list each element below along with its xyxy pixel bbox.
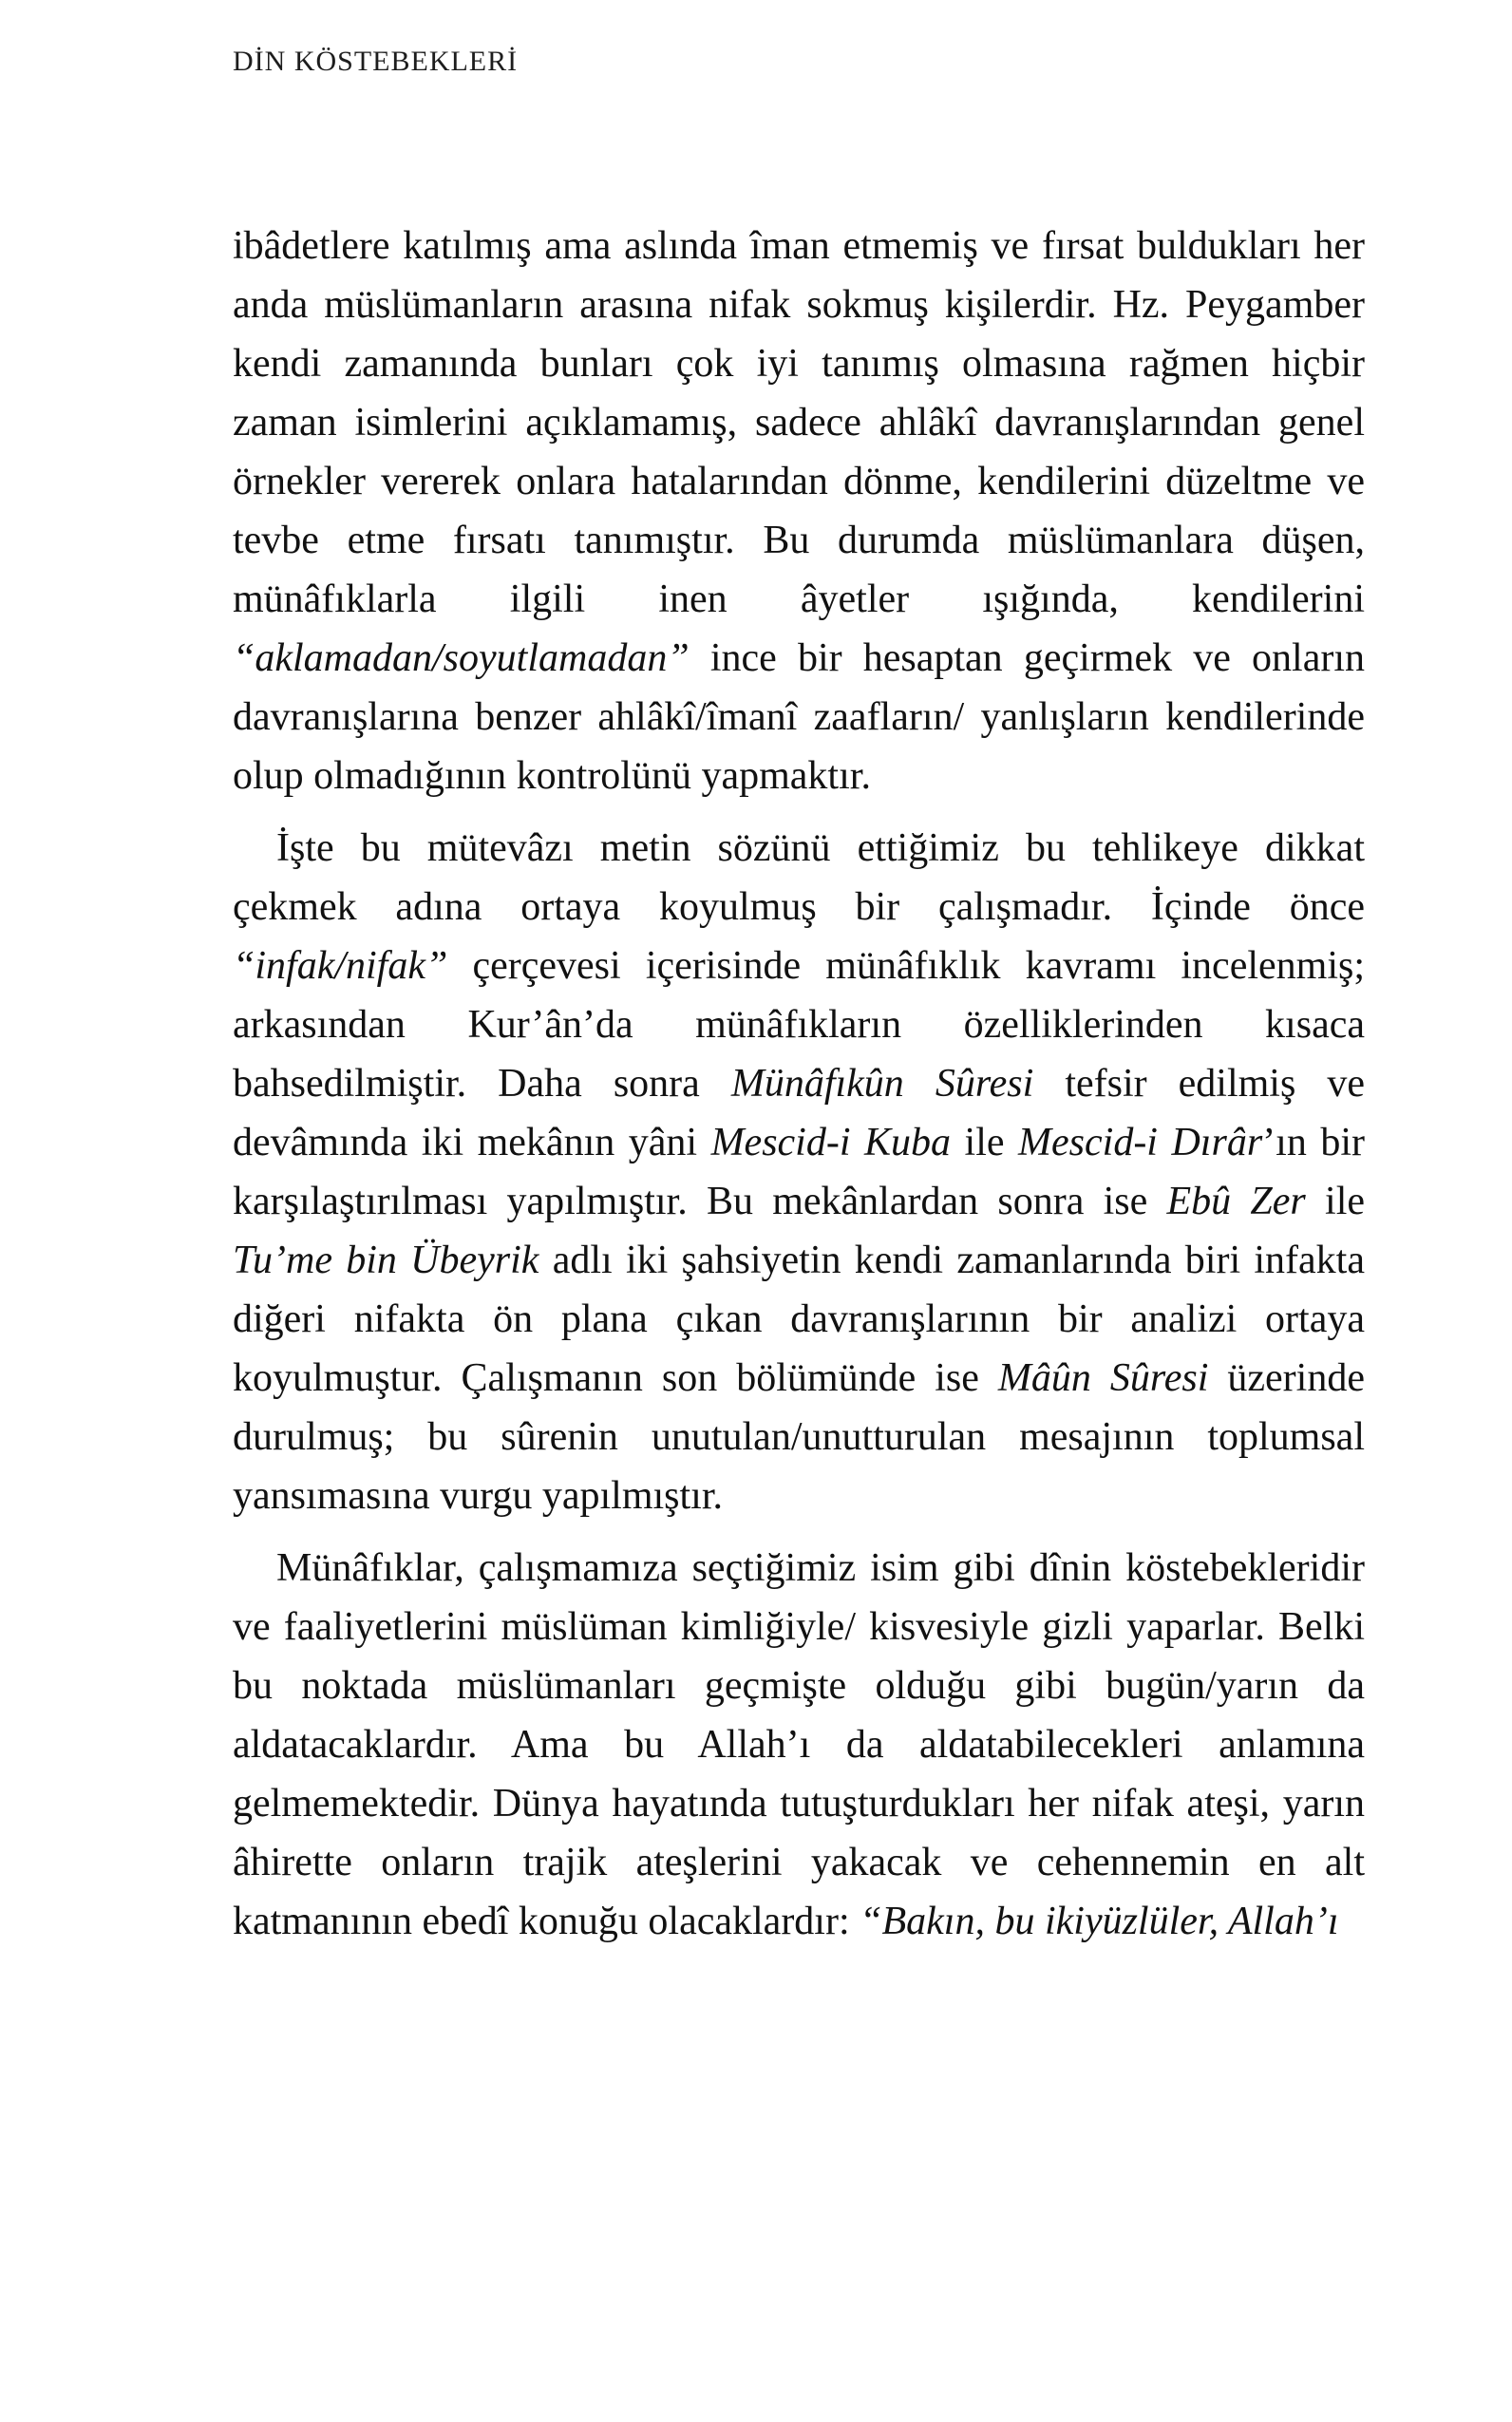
body-text: çerçevesi içerisinde münâfıklık kavramı incelenmiş; arkasından Kur’ân’da münâfıkların özelliklerinden kısaca bahsedilmiştir. Daha sonra [233,944,1365,1106]
body-text: ince bir hesaptan geçirmek ve onların davranışlarına benzer ahlâkî/îmanî zaafların/ yanlışların kendilerinde olup olmadığının kontrolünü yapmaktır. [233,636,1365,798]
emphasis-text: Mescid-i Kuba [710,1121,952,1164]
paragraph-2 [233,819,1365,1525]
paragraph-3 [233,1539,1365,1951]
body-text: üzerinde durulmuş; bu sûrenin unutulan/unutturulan mesajının toplumsal yansımasına vurgu yapılmıştır. [233,1356,1365,1518]
running-header-title: DİN KÖSTEBEKLERİ [233,46,519,77]
body-text: adlı iki şahsiyetin kendi zamanlarında biri infakta diğeri nifakta ön plana çıkan davranışlarının bir analizi ortaya koyulmuştur. Çalışmanın son bölümünde ise [233,1239,1365,1400]
emphasis-text: Mescid-i Dırâr [1018,1121,1263,1164]
body-text: tefsir edilmiş ve devâmında iki mekânın yâni [233,1062,1365,1164]
emphasis-text: Münâfıkûn Sûresi [730,1062,1034,1106]
emphasis-text: Ebû Zer [1166,1180,1306,1223]
emphasis-text: Tu’me bin Übeyrik [233,1239,539,1282]
body-text: Münâfıklar, çalışmamıza seçtiğimiz isim gibi dînin köstebekleridir ve faaliyetlerini müslüman kimliğiyle/ kisvesiyle gizli yaparlar. Belki bu noktada müslümanları geçmişte olduğu gibi bugün/yarın da aldatacaklardır. Ama bu Allah’ı da aldatabilecekleri anlamına gelmemektedir. Dünya hayatında tutuşturdukları her nifak ateşi, yarın âhirette onların trajik ateşlerini yakacak ve cehennemin en alt katmanının ebedî konuğu olacaklardır: [233,1546,1365,1943]
emphasis-text: “Bakın, bu ikiyüzlüler, Allah’ı [860,1900,1339,1943]
body-text: ile [951,1121,1019,1164]
body-text: ile [1305,1180,1366,1223]
emphasis-text: “aklamadan/soyutlamadan” [233,636,690,680]
emphasis-text: Mâûn Sûresi [997,1356,1209,1400]
paragraph-1 [233,217,1365,805]
body-text-block [233,217,1365,1951]
body-text: ibâdetlere katılmış ama aslında îman etmemiş ve fırsat buldukları her anda müslümanların arasına nifak sokmuş kişilerdir. Hz. Peygamber kendi zamanında bunları çok iyi tanımış olmasına rağmen hiçbir zaman isimlerini açıklamamış, sadece ahlâkî davranışlarından genel örnekler vererek onlara hatalarından dönme, kendilerini düzeltme ve tevbe etme fırsatı tanımıştır. Bu durumda müslümanlara düşen, münâfıklarla ilgili inen âyetler ışığında, kendilerini [233,224,1365,621]
body-text: ’ın bir karşılaştırılması yapılmıştır. Bu mekânlardan sonra ise [233,1121,1365,1223]
body-text: İşte bu mütevâzı metin sözünü ettiğimiz bu tehlikeye dikkat çekmek adına ortaya koyulmuş bir çalışmadır. İçinde önce [233,826,1365,929]
emphasis-text: “infak/nifak” [233,944,448,988]
